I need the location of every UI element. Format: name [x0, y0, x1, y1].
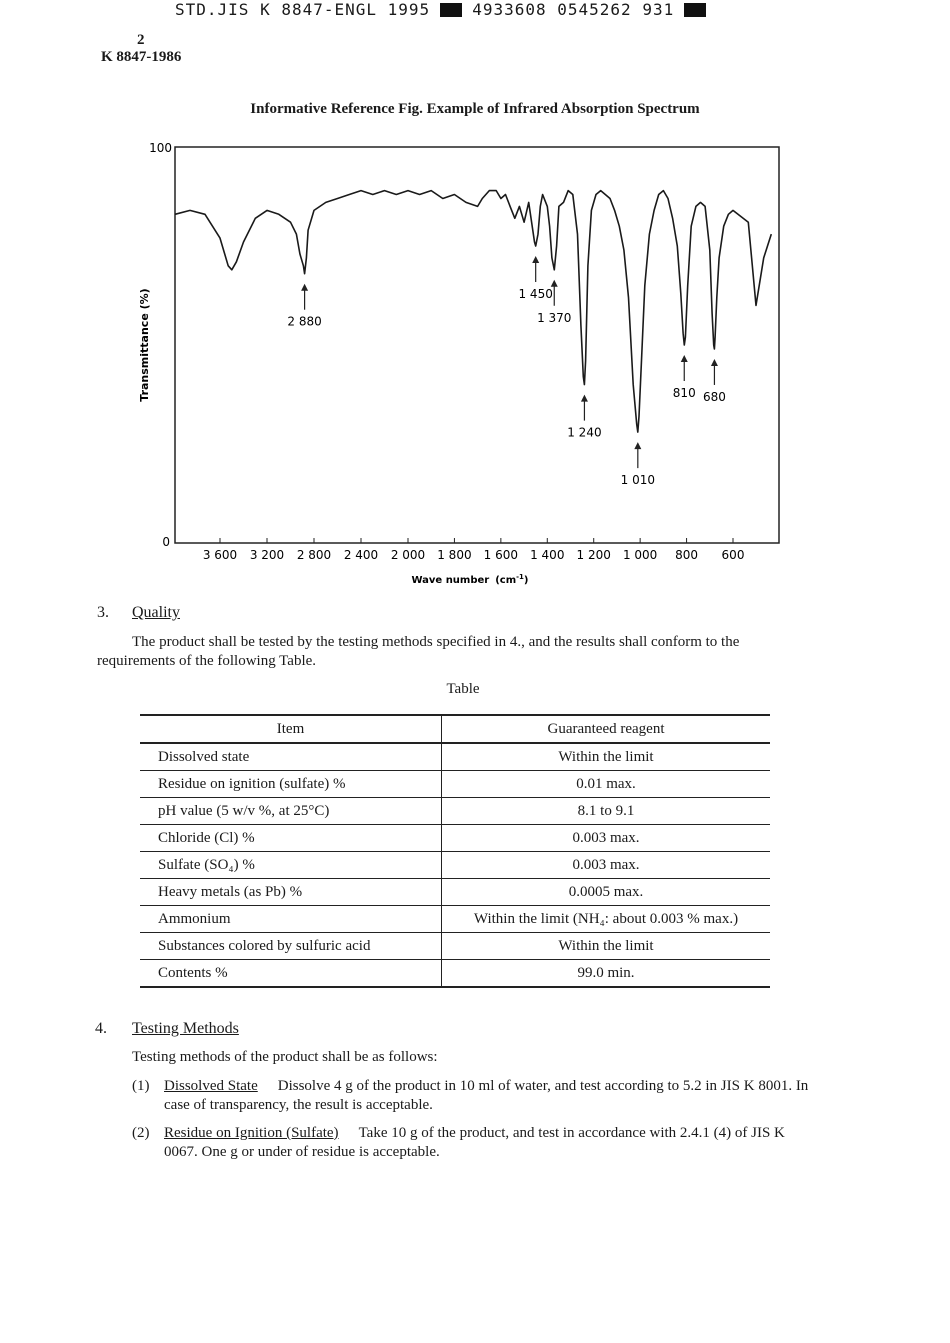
peak-arrowhead [551, 280, 558, 287]
table-cell-value: Within the limit (NH₄: about 0.003 % max.) [442, 906, 771, 933]
section-4-title: Testing Methods [132, 1020, 239, 1037]
x-tick-label: 3 200 [249, 548, 285, 562]
x-axis-unit-close: ) [523, 575, 529, 586]
x-tick-label: 1 400 [530, 548, 565, 562]
peak-label: 680 [702, 389, 726, 404]
x-axis-tick-labels [203, 548, 745, 562]
y-tick-label: 100 [149, 141, 172, 155]
table-row [140, 960, 770, 988]
x-tick-label: 2 800 [296, 548, 332, 562]
table-cell-value: 8.1 to 9.1 [442, 798, 771, 825]
testing-method-item [132, 1077, 822, 1115]
x-tick-label: 2 000 [390, 548, 426, 562]
table-row [140, 825, 770, 852]
peak-label: 2 880 [287, 314, 322, 329]
table-header-row [140, 715, 770, 743]
table-row [140, 743, 770, 771]
table-header-item: Item [140, 715, 442, 743]
table-cell-item: Heavy metals (as Pb) % [140, 879, 442, 906]
x-axis-unit: (cm [495, 575, 517, 586]
x-axis-unit-exponent: -1 [516, 573, 524, 581]
peak-label: 1 240 [567, 425, 602, 440]
peak-annotation [673, 355, 696, 400]
section-3-heading [97, 604, 180, 622]
peak-label: 1 450 [518, 287, 553, 301]
doc-code: K 8847-1986 [101, 49, 182, 65]
table-cell-item: Substances colored by sulfuric acid [140, 933, 442, 960]
figure-title: Informative Reference Fig. Example of Infrared Absorption Spectrum [250, 101, 700, 117]
peak-label: 810 [672, 386, 696, 400]
table-row [140, 906, 770, 933]
table-cell-item: pH value (5 w/v %, at 25°C) [140, 798, 442, 825]
header-left-code: STD.JIS K 8847-ENGL 1995 [175, 0, 431, 19]
peak-annotation [518, 256, 552, 301]
y-axis [138, 141, 172, 549]
method-title: Residue on Ignition (Sulfate) [164, 1125, 339, 1141]
method-title: Dissolved State [164, 1078, 258, 1094]
table-cell-item: Dissolved state [140, 743, 442, 771]
section-3-number: 3. [97, 604, 109, 621]
y-axis-label: Transmittance (%) [138, 288, 151, 402]
table-body [140, 743, 770, 987]
section-3-title: Quality [132, 604, 180, 621]
method-text: Dissolve 4 g of the product in 10 ml of water, and test according to 5.2 in JIS K 8001. In case of transparency, the result is acceptable. [164, 1078, 809, 1113]
table-cell-item: Contents % [140, 960, 442, 988]
table-header-grade: Guaranteed reagent [442, 715, 771, 743]
x-tick-label: 3 600 [202, 548, 238, 562]
x-tick-label: 2 400 [343, 548, 379, 562]
peak-annotations [287, 256, 725, 487]
specification-table [140, 714, 770, 988]
peak-annotation [621, 442, 655, 487]
x-tick-label: 600 [721, 548, 745, 562]
x-tick-label: 800 [675, 548, 699, 562]
ir-spectrum-chart [0, 0, 950, 600]
peak-arrowhead [711, 359, 718, 366]
table-cell-item: Residue on ignition (sulfate) % [140, 771, 442, 798]
peak-label: 1 370 [537, 310, 572, 325]
x-tick-label: 1 200 [576, 548, 611, 562]
table-row [140, 933, 770, 960]
table-cell-value: 0.003 max. [442, 852, 771, 879]
testing-method-item [132, 1124, 822, 1162]
peak-arrowhead [634, 442, 641, 449]
table-cell-value: Within the limit [442, 933, 771, 960]
section-4-heading [95, 1020, 239, 1038]
table-cell-value: Within the limit [442, 743, 771, 771]
table-row [140, 852, 770, 879]
peak-annotation [287, 284, 321, 329]
method-number: (1) [132, 1078, 150, 1094]
x-axis-label-name: Wave number [411, 575, 490, 586]
peak-arrowhead [301, 284, 308, 291]
peak-arrowhead [532, 256, 539, 263]
table-cell-value: 0.0005 max. [442, 879, 771, 906]
table-cell-item: Ammonium [140, 906, 442, 933]
table-row [140, 879, 770, 906]
x-axis-label [411, 573, 528, 586]
section-4-intro: Testing methods of the product shall be as follows: [132, 1049, 438, 1065]
peak-annotation [703, 359, 726, 404]
method-number: (2) [132, 1125, 150, 1141]
table-cell-item: Sulfate (SO₄) % [140, 852, 442, 879]
table-cell-item: Chloride (Cl) % [140, 825, 442, 852]
page-number: 2 [137, 32, 145, 48]
table-caption: Table [446, 681, 480, 697]
x-tick-label: 1 600 [483, 548, 519, 562]
table-cell-value: 0.01 max. [442, 771, 771, 798]
table-cell-value: 99.0 min. [442, 960, 771, 988]
peak-arrowhead [681, 355, 688, 362]
table-row [140, 771, 770, 798]
section-4-number: 4. [95, 1020, 107, 1037]
section-3-paragraph: The product shall be tested by the testing methods specified in 4., and the results shall conform to the requirements of the following Table. [97, 634, 740, 669]
x-tick-label: 1 800 [437, 548, 472, 562]
method-text: Take 10 g of the product, and test in accordance with 2.4.1 (4) of JIS K 0067. One g or under of residue is acceptable. [164, 1125, 785, 1160]
peak-arrowhead [581, 395, 588, 402]
y-tick-label: 0 [162, 535, 170, 549]
peak-label: 1 010 [620, 473, 656, 488]
header-mid-code: 4933608 0545262 931 [472, 0, 675, 19]
peak-annotation [567, 395, 601, 440]
table-row [140, 798, 770, 825]
table-cell-value: 0.003 max. [442, 825, 771, 852]
x-tick-label: 1 000 [622, 548, 658, 562]
